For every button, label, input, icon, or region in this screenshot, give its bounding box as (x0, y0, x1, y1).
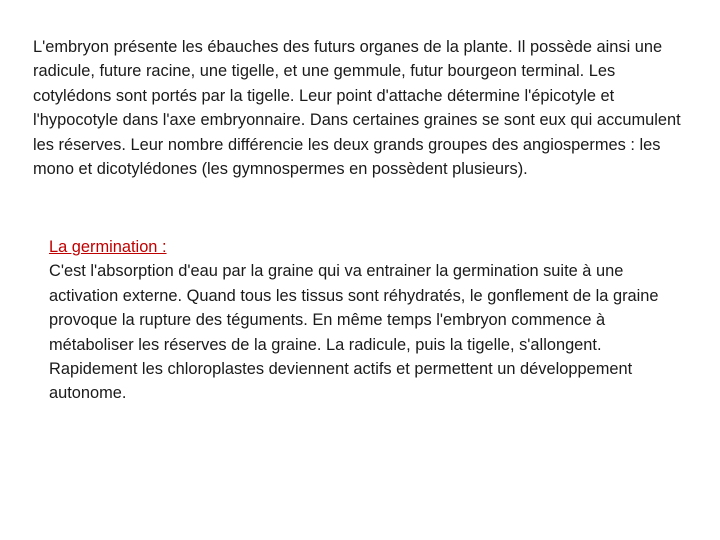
germination-section (49, 235, 689, 406)
intro-paragraph: L'embryon présente les ébauches des futurs organes de la plante. Il possède ainsi une radicule, future racine, une tigelle, et une gemmule, futur bourgeon terminal. Les cotylédons sont portés par la tigelle. Leur point d'attache détermine l'épicotyle et l'hypocotyle dans l'axe embryonnaire. Dans certaines graines se sont eux qui accumulent les réserves. Leur nombre différencie les deux grands groupes des angiospermes : les mono et dicotylédones (les gymnospermes en possèdent plusieurs). (33, 38, 681, 179)
germination-heading: La germination : (49, 238, 167, 256)
germination-paragraph: C'est l'absorption d'eau par la graine qui va entrainer la germination suite à une activation externe. Quand tous les tissus sont réhydratés, le gonflement de la graine provoque la rupture des téguments. En même temps l'embryon commence à métaboliser les réserves de la graine. La radicule, puis la tigelle, s'allongent. Rapidement les chloroplastes deviennent actifs et permettent un développement autonome. (49, 262, 659, 403)
